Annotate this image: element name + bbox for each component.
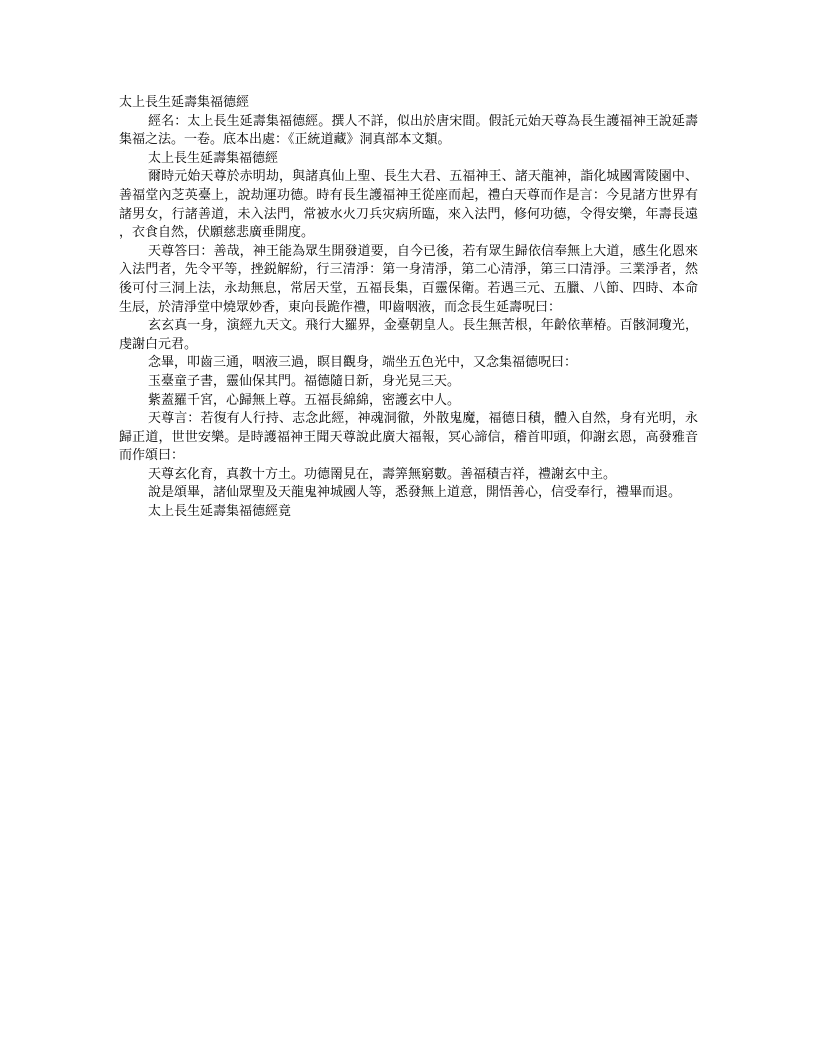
- paragraph-tianzun-speech: 天尊言：若復有人行持、志念此經，神魂洞徹，外散鬼魔，福德日積，體入自然，身有光明，永歸正道，世世安樂。是時護福神王聞天尊說此廣大福報，冥心諦信，稽首叩頭，仰謝玄恩，高發雅音而作頌曰：: [119, 411, 698, 464]
- document-body: [119, 94, 698, 522]
- paragraph-opening: 爾時元始天尊於赤明劫，與諸真仙上聖、長生大君、五福神王、諸天龍神，詣化城國霄陵園中、善福堂內芝英臺上，說劫運功德。時有長生護福神王從座而起，禮白天尊而作是言：今見諸方世界有諸男女，行諸善道，未入法門，常被水火刀兵灾病所臨，來入法門，修何功德，令得安樂，年壽長遠，衣食自然，伏願慈悲廣垂開度。: [119, 169, 698, 241]
- paragraph-blessing-incantation-1: 玉臺童子書，靈仙保其門。福德隨日新，身光晃三天。: [148, 373, 461, 389]
- paragraph-tianzun-answer: 天尊答曰：善哉，神王能為眾生開發道要，自今已後，若有眾生歸依信奉無上大道，感生化恩來入法門者，先令平等，挫鋭解紛，行三清淨：第一身清淨，第二心清淨，第三口清淨。三業淨者，然後可付三洞上法，永劫無息，常居天堂，五福長集，百靈保衛。若遇三元、五臘、八節、四時、本命生辰，於清淨堂中燒眾妙香，東向長跪作禮，叩齒咽液，而念長生延壽呪曰：: [119, 243, 698, 315]
- paragraph-blessing-incantation-2: 紫蓋羅千宮，心歸無上尊。五福長綿綿，密護玄中人。: [148, 392, 461, 408]
- paragraph-longevity-incantation: 玄玄真一身，演經九天文。飛行大羅界，金臺朝皇人。長生無苦根，年齡依華椿。百骸洞瓊光，虔謝白元君。: [119, 318, 698, 352]
- paragraph-hymn: 天尊玄化育，真教十方土。功德罱見在，壽筭無窮數。善福積吉祥，禮謝玄中主。: [148, 466, 617, 482]
- document-title: 太上長生延壽集福德經: [119, 95, 250, 110]
- paragraph-subtitle: 太上長生延壽集福德經: [148, 150, 279, 166]
- paragraph-after-incantation: 念畢，叩齒三通，咽液三過，瞑目觀身，端坐五色光中，又念集福德呪曰：: [148, 355, 578, 371]
- paragraph-conclusion: 說是頌畢，諸仙眾聖及天龍鬼神城國人等，悉發無上道意，開悟善心，信受奉行，禮畢而退。: [148, 485, 682, 501]
- paragraph-end-title: 太上長生延壽集福德經竟: [148, 504, 292, 520]
- paragraph-scripture-note: 經名：太上長生延壽集福德經。撰人不詳，似出於唐宋間。假託元始天尊為長生護福神王說延壽集福之法。一卷。底本出處：《正統道藏》洞真部本文類。: [119, 113, 698, 148]
